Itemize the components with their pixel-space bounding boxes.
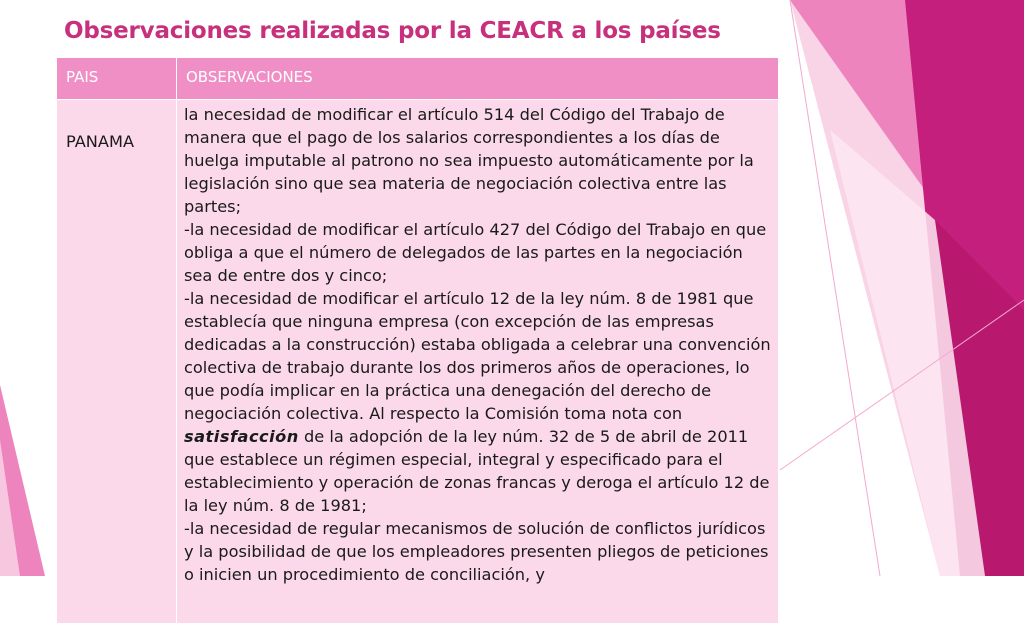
table-row (57, 100, 779, 624)
observation-text: de la adopción de la ley núm. 32 de 5 de abril de 2011 que establece un régimen especial, integral y especificado para el establecimiento y operación de zonas francas y deroga el artículo 12 de la ley núm. 8 de 1981; (184, 427, 770, 515)
emphasis-text: satisfacción (184, 427, 299, 446)
right-decorative-shapes (780, 0, 1024, 576)
table-header-row (57, 58, 779, 100)
observations-table (56, 57, 779, 624)
slide-title: Observaciones realizadas por la CEACR a los países (64, 18, 721, 44)
observation-paragraph: la necesidad de modificar el artículo 514 del Código del Trabajo de manera que el pago de los salarios correspondientes a los días de huelga imputable al patrono no sea impuesto automáticamente por la legislación sino que sea materia de negociación colectiva entre las partes; (184, 105, 754, 216)
observation-text: -la necesidad de modificar el artículo 12 de la ley núm. 8 de 1981 que establecía que ninguna empresa (con excepción de las empresas dedicadas a la construcción) estaba obligada a celebrar una convención colectiva de trabajo durante los dos primeros años de operaciones, lo que podía implicar en la práctica una denegación del derecho de negociación colectiva. Al respecto la Comisión toma nota con (184, 289, 771, 423)
observations-cell (177, 100, 779, 624)
country-cell: PANAMA (57, 100, 177, 624)
observation-paragraph (184, 287, 772, 517)
observation-paragraph: -la necesidad de modificar el artículo 427 del Código del Trabajo en que obliga a que el número de delegados de las partes en la negociación sea de entre dos y cinco; (184, 220, 767, 285)
observation-paragraph: -la necesidad de regular mecanismos de solución de conflictos jurídicos y la posibilidad de que los empleadores presenten pliegos de peticiones o inicien un procedimiento de conciliación, y (184, 519, 769, 584)
header-observaciones: OBSERVACIONES (177, 58, 779, 100)
header-pais: PAIS (57, 58, 177, 100)
